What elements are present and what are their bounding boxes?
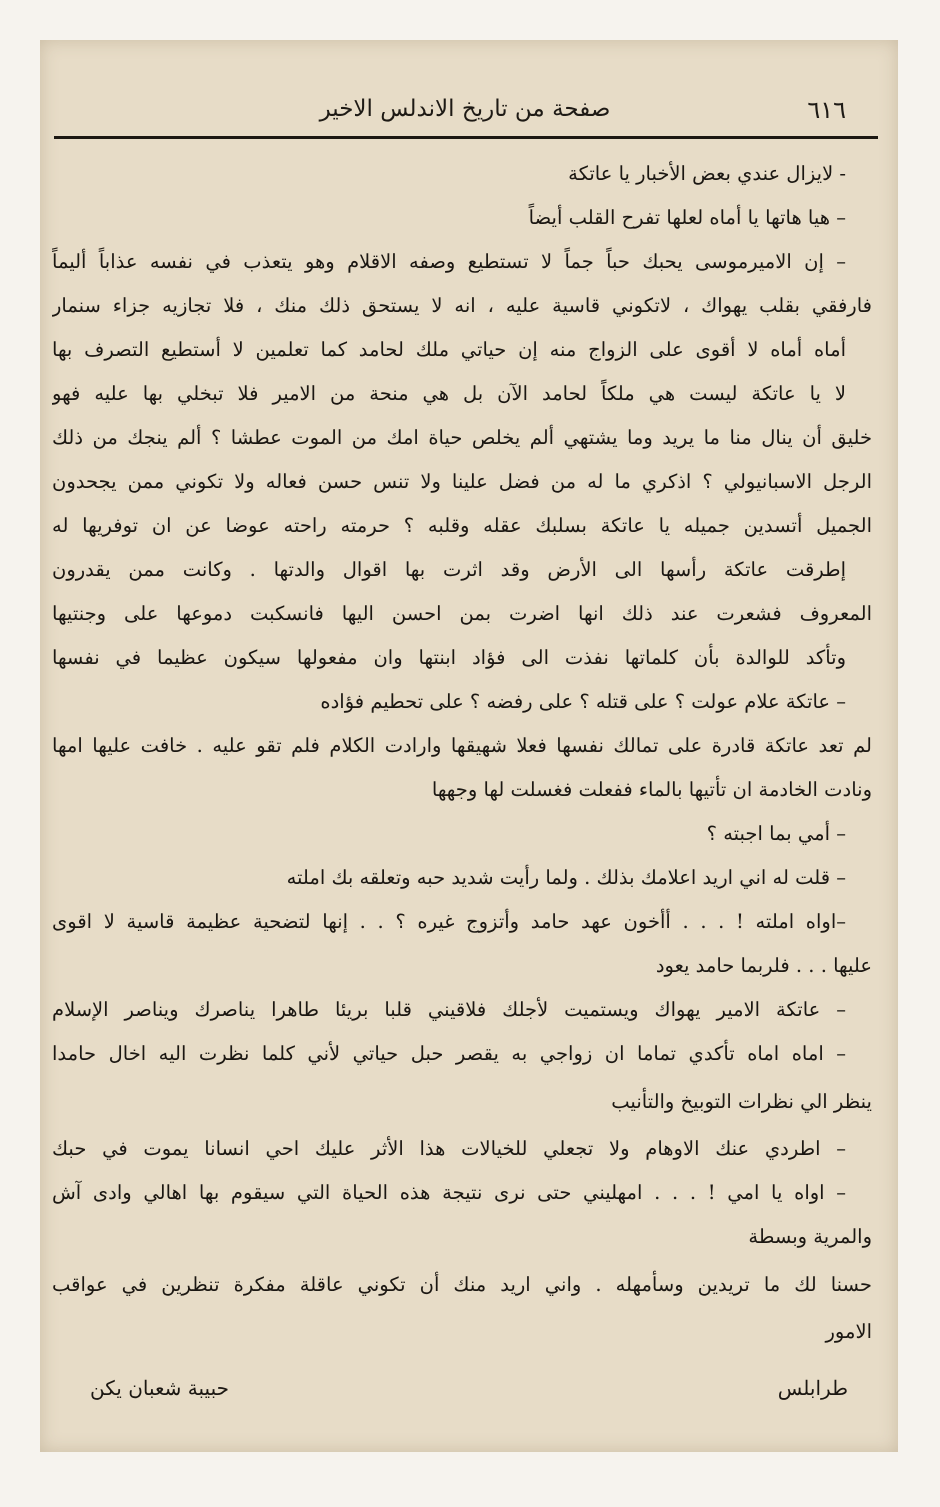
signature xyxy=(90,1376,848,1416)
book-page xyxy=(40,40,898,1452)
text-line: – عاتكة الامير يهواك ويستميت لأجلك فلاقيني قلبا بريئا طاهرا يناصرك ويناصر الإسلام xyxy=(52,998,846,1021)
body-text xyxy=(52,152,872,1354)
text-line: إطرقت عاتكة رأسها الى الأرض وقد اثرت بها اقوال والدتها . وكانت ممن يقدرون xyxy=(52,558,846,581)
text-line: وتأكد للوالدة بأن كلماتها نفذت الى فؤاد ابنتها وان مفعولها سيكون عظيما في نفسها xyxy=(52,646,846,669)
text-line: لا يا عاتكة ليست هي ملكاً لحامد الآن بل هي منحة من الامير فلا تبخلي بها عليه فهو xyxy=(52,382,846,405)
signature-author: حبيبة شعبان يكن xyxy=(90,1376,229,1400)
text-line: لم تعد عاتكة قادرة على تمالك نفسها فعلا شهيقها وارادت الكلام فلم تقو عليه . خافت عليها امها xyxy=(52,734,872,757)
text-line: – عاتكة علام عولت ؟ على قتله ؟ على رفضه ؟ على تحطيم فؤاده xyxy=(320,690,846,713)
text-line: أماه أماه لا أقوى على الزواج منه إن حياتي ملك لحامد كما تعلمين لا أستطيع التصرف بها xyxy=(52,338,846,361)
page-header xyxy=(54,96,876,156)
text-line: – أمي بما اجبته ؟ xyxy=(706,822,846,845)
text-line: – اطردي عنك الاوهام ولا تجعلي للخيالات هذا الأثر عليك احي انسانا يموت في حبك xyxy=(52,1137,846,1160)
text-line: – قلت له اني اريد اعلامك بذلك . ولما رأيت شديد حبه وتعلقه بك املته xyxy=(286,866,846,889)
signature-place: طرابلس xyxy=(777,1376,848,1400)
text-line: المعروف فشعرت عند ذلك انها اضرت بمن احسن اليها فانسكبت دموعها على وجنتيها xyxy=(52,602,872,625)
text-line: الامور xyxy=(825,1320,872,1343)
text-line: –اواه املته ! . . . أأخون عهد حامد وأتزوج غيره ؟ . . إنها لتضحية عظيمة قاسية لا اقوى xyxy=(52,910,846,933)
text-line: – إن الاميرموسى يحبك حباً جماً لا تستطيع وصفه الاقلام وهو يتعذب في نفسه عذاباً أليماً xyxy=(52,250,846,273)
running-title: صفحة من تاريخ الاندلس الاخير xyxy=(319,96,611,122)
text-line: فارفقي بقلب يهواك ، لاتكوني قاسية عليه ، انه لا يستحق ذلك منك ، فلا تجازيه جزاء سنمار xyxy=(52,294,872,317)
text-line: – اماه اماه تأكدي تماما ان زواجي به يقصر حبل حياتي لأني كلما نظرت اليه اخال حامدا xyxy=(52,1042,846,1065)
text-line: – اواه يا امي ! . . . امهليني حتى نرى نتيجة هذه الحياة التي سيقوم بها اهالي وادى آش xyxy=(52,1181,846,1204)
text-line: خليق أن ينال منا ما يريد وما يشتهي ألم يخلص حياة امك من الموت عطشا ؟ ألم ينجك من ذلك xyxy=(52,426,872,449)
text-line: الجميل أتسدين جميله يا عاتكة بسلبك عقله وقلبه ؟ حرمته راحته عوضا عن ان توفريها له xyxy=(52,514,872,537)
text-line: الرجل الاسبانيولي ؟ اذكري ما له من فضل علينا ولا تنس حسن فعاله ولا تكوني ممن يجحدون xyxy=(52,470,872,493)
text-line: ونادت الخادمة ان تأتيها بالماء ففعلت فغسلت لها وجهها xyxy=(431,778,872,801)
text-line: ينظر الي نظرات التوبيخ والتأنيب xyxy=(611,1090,872,1113)
text-line: - لايزال عندي بعض الأخبار يا عاتكة xyxy=(568,162,846,185)
header-rule xyxy=(54,136,878,139)
text-line: – هيا هاتها يا أماه لعلها تفرح القلب أيضاً xyxy=(528,206,846,229)
page-number: ٦١٦ xyxy=(807,96,846,124)
text-line: حسنا لك ما تريدين وسأمهله . واني اريد منك أن تكوني عاقلة مفكرة تنظرين في عواقب xyxy=(52,1273,872,1296)
text-line: والمرية وبسطة xyxy=(748,1225,872,1248)
text-line: عليها . . . فلربما حامد يعود xyxy=(655,954,872,977)
